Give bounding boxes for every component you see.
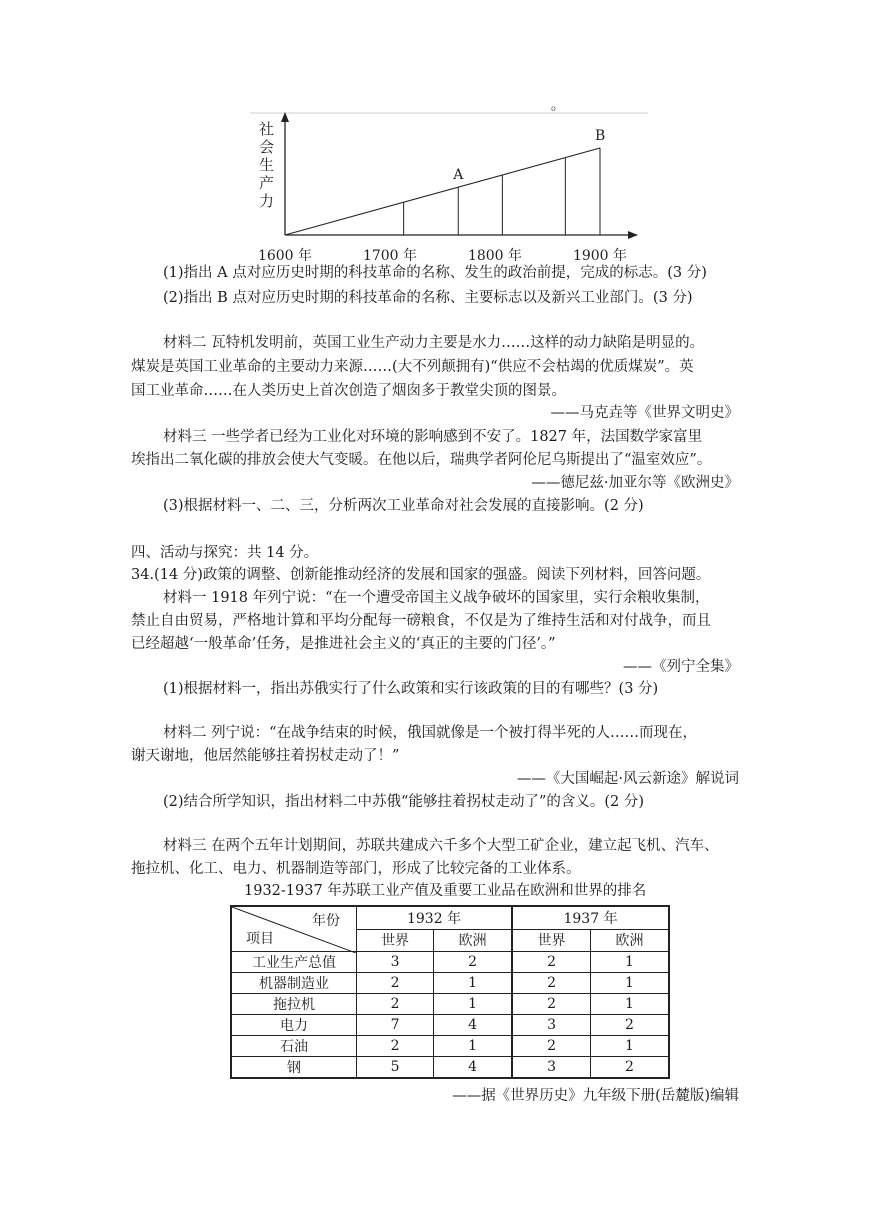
question-2: (2)指出 B 点对应历史时期的科技革命的名称、主要标志以及新兴工业部门。(3 分) [163,290,693,306]
x-tick-label: 1900 年 [572,248,628,264]
corner-year-label: 年份 [312,913,340,929]
row-item: 电力 [231,1015,357,1036]
productivity-chart [250,100,650,270]
y-axis-label [259,120,274,210]
cell-value: 2 [512,973,590,994]
table-row [231,1057,669,1079]
material3-line: 埃指出二氧化碳的排放会使大气变暖。在他以后，瑞典学者阿伦尼乌斯提出了“温室效应”。 [131,452,712,468]
cell-value: 5 [357,1057,434,1079]
question-1: (1)指出 A 点对应历史时期的科技革命的名称、发生的政治前提，完成的标志。(3 分) [163,265,707,281]
question-34-intro: 34.(14 分)政策的调整、创新能推动经济的发展和国家的强盛。阅读下列材料，回答问题。 [131,567,711,583]
q34-material1-line: 材料一 1918 年列宁说：“在一个遭受帝国主义战争破坏的国家里，实行余粮收集制， [163,590,710,606]
y-axis-label-char: 产 [259,174,275,192]
cell-value: 1 [591,973,669,994]
y-axis-label-char: 力 [259,192,275,210]
q34-material1-source: ——《列宁全集》 [623,659,739,675]
cell-value: 2 [357,973,434,994]
cell-value: 2 [512,1036,590,1057]
cell-value: 4 [434,1057,512,1079]
q34-material2-line: 材料二 列宁说：“在战争结束的时候，俄国就像是一个被打得半死的人……而现在， [163,725,698,741]
sub-header: 世界 [357,929,434,951]
chart-point-label: B [595,128,606,144]
cell-value: 2 [357,994,434,1015]
row-item: 拖拉机 [231,994,357,1015]
cell-value: 3 [357,952,434,973]
question-3: (3)根据材料一、二、三，分析两次工业革命对社会发展的直接影响。(2 分) [163,498,644,514]
q34-material3-line: 拖拉机、化工、电力、机器制造等部门，形成了比较完备的工业体系。 [131,861,581,877]
material3-line: 材料三 一些学者已经为工业化对环境的影响感到不安了。1827 年，法国数学家富里 [163,429,703,445]
section-heading: 四、活动与探究：共 14 分。 [131,545,319,561]
table-source: ——据《世界历史》九年级下册(岳麓版)编辑 [452,1088,739,1104]
sub-header: 欧洲 [434,929,512,951]
row-item: 石油 [231,1036,357,1057]
cell-value: 2 [591,1015,669,1036]
q34-material2-source: ——《大国崛起·风云新途》解说词 [516,771,739,787]
table-row [231,952,669,973]
ranking-table [230,905,670,1079]
cell-value: 2 [512,994,590,1015]
material2-line: 材料二 瓦特机发明前，英国工业生产动力主要是水力……这样的动力缺陷是明显的。 [163,335,705,351]
material2-line: 煤炭是英国工业革命的主要动力来源……(大不列颠拥有)“供应不会枯竭的优质煤炭”。英 [131,359,694,375]
material2-line: 国工业革命……在人类历史上首次创造了烟囱多于教堂尖顶的图景。 [131,383,566,399]
year-header: 1937 年 [512,906,669,929]
cell-value: 1 [434,973,512,994]
cell-value: 1 [434,1036,512,1057]
table-row [231,1036,669,1057]
q34-material1-line: 禁止自由贸易，严格地计算和平均分配每一磅粮食，不仅是为了维持生活和对付战争，而且 [131,613,711,629]
y-axis-label-char: 社 [259,120,275,138]
x-tick-label: 1700 年 [362,248,418,264]
cell-value: 7 [357,1015,434,1036]
cell-value: 1 [434,994,512,1015]
corner-item-label: 项目 [246,931,274,947]
y-axis-label-char: 生 [259,156,275,174]
sub-header: 世界 [512,929,590,951]
q34-material3-line: 材料三 在两个五年计划期间，苏联共建成六千多个大型工矿企业，建立起飞机、汽车、 [163,838,719,854]
x-axis-arrow [628,231,638,239]
corner-cell [231,906,357,952]
cell-value: 3 [512,1057,590,1079]
material3-source: ——德尼兹·加亚尔等《欧洲史》 [531,475,739,491]
cell-value: 1 [591,1036,669,1057]
cell-value: 3 [512,1015,590,1036]
q34-question-1: (1)根据材料一，指出苏俄实行了什么政策和实行该政策的目的有哪些？(3 分) [163,681,659,697]
cell-value: 2 [434,952,512,973]
year-header: 1932 年 [357,906,513,929]
row-item: 钢 [231,1057,357,1079]
table-row [231,973,669,994]
material2-source: ——马克垚等《世界文明史》 [550,405,739,421]
stray-mark: o [551,104,556,113]
y-axis-label-char: 会 [259,138,275,156]
q34-material1-line: 已经超越‘一般革命’任务，是推进社会主义的‘真正的主要的门径’。” [131,636,556,652]
q34-material2-line: 谢天谢地，他居然能够拄着拐杖走动了！” [131,748,400,764]
cell-value: 1 [591,952,669,973]
x-tick-label: 1600 年 [257,248,313,264]
table-row [231,994,669,1015]
q34-question-2: (2)结合所学知识，指出材料二中苏俄“能够拄着拐杖走动了”的含义。(2 分) [163,794,645,810]
cell-value: 4 [434,1015,512,1036]
table-row [231,1015,669,1036]
sub-header: 欧洲 [591,929,669,951]
cell-value: 2 [512,952,590,973]
cell-value: 2 [591,1057,669,1079]
cell-value: 2 [357,1036,434,1057]
chart-point-label: A [453,167,464,184]
trend-line [285,148,600,235]
row-item: 机器制造业 [231,973,357,994]
row-item: 工业生产总值 [231,952,357,973]
cell-value: 1 [591,994,669,1015]
x-tick-label: 1800 年 [467,248,523,264]
table-title: 1932-1937 年苏联工业产值及重要工业品在欧洲和世界的排名 [244,883,647,899]
